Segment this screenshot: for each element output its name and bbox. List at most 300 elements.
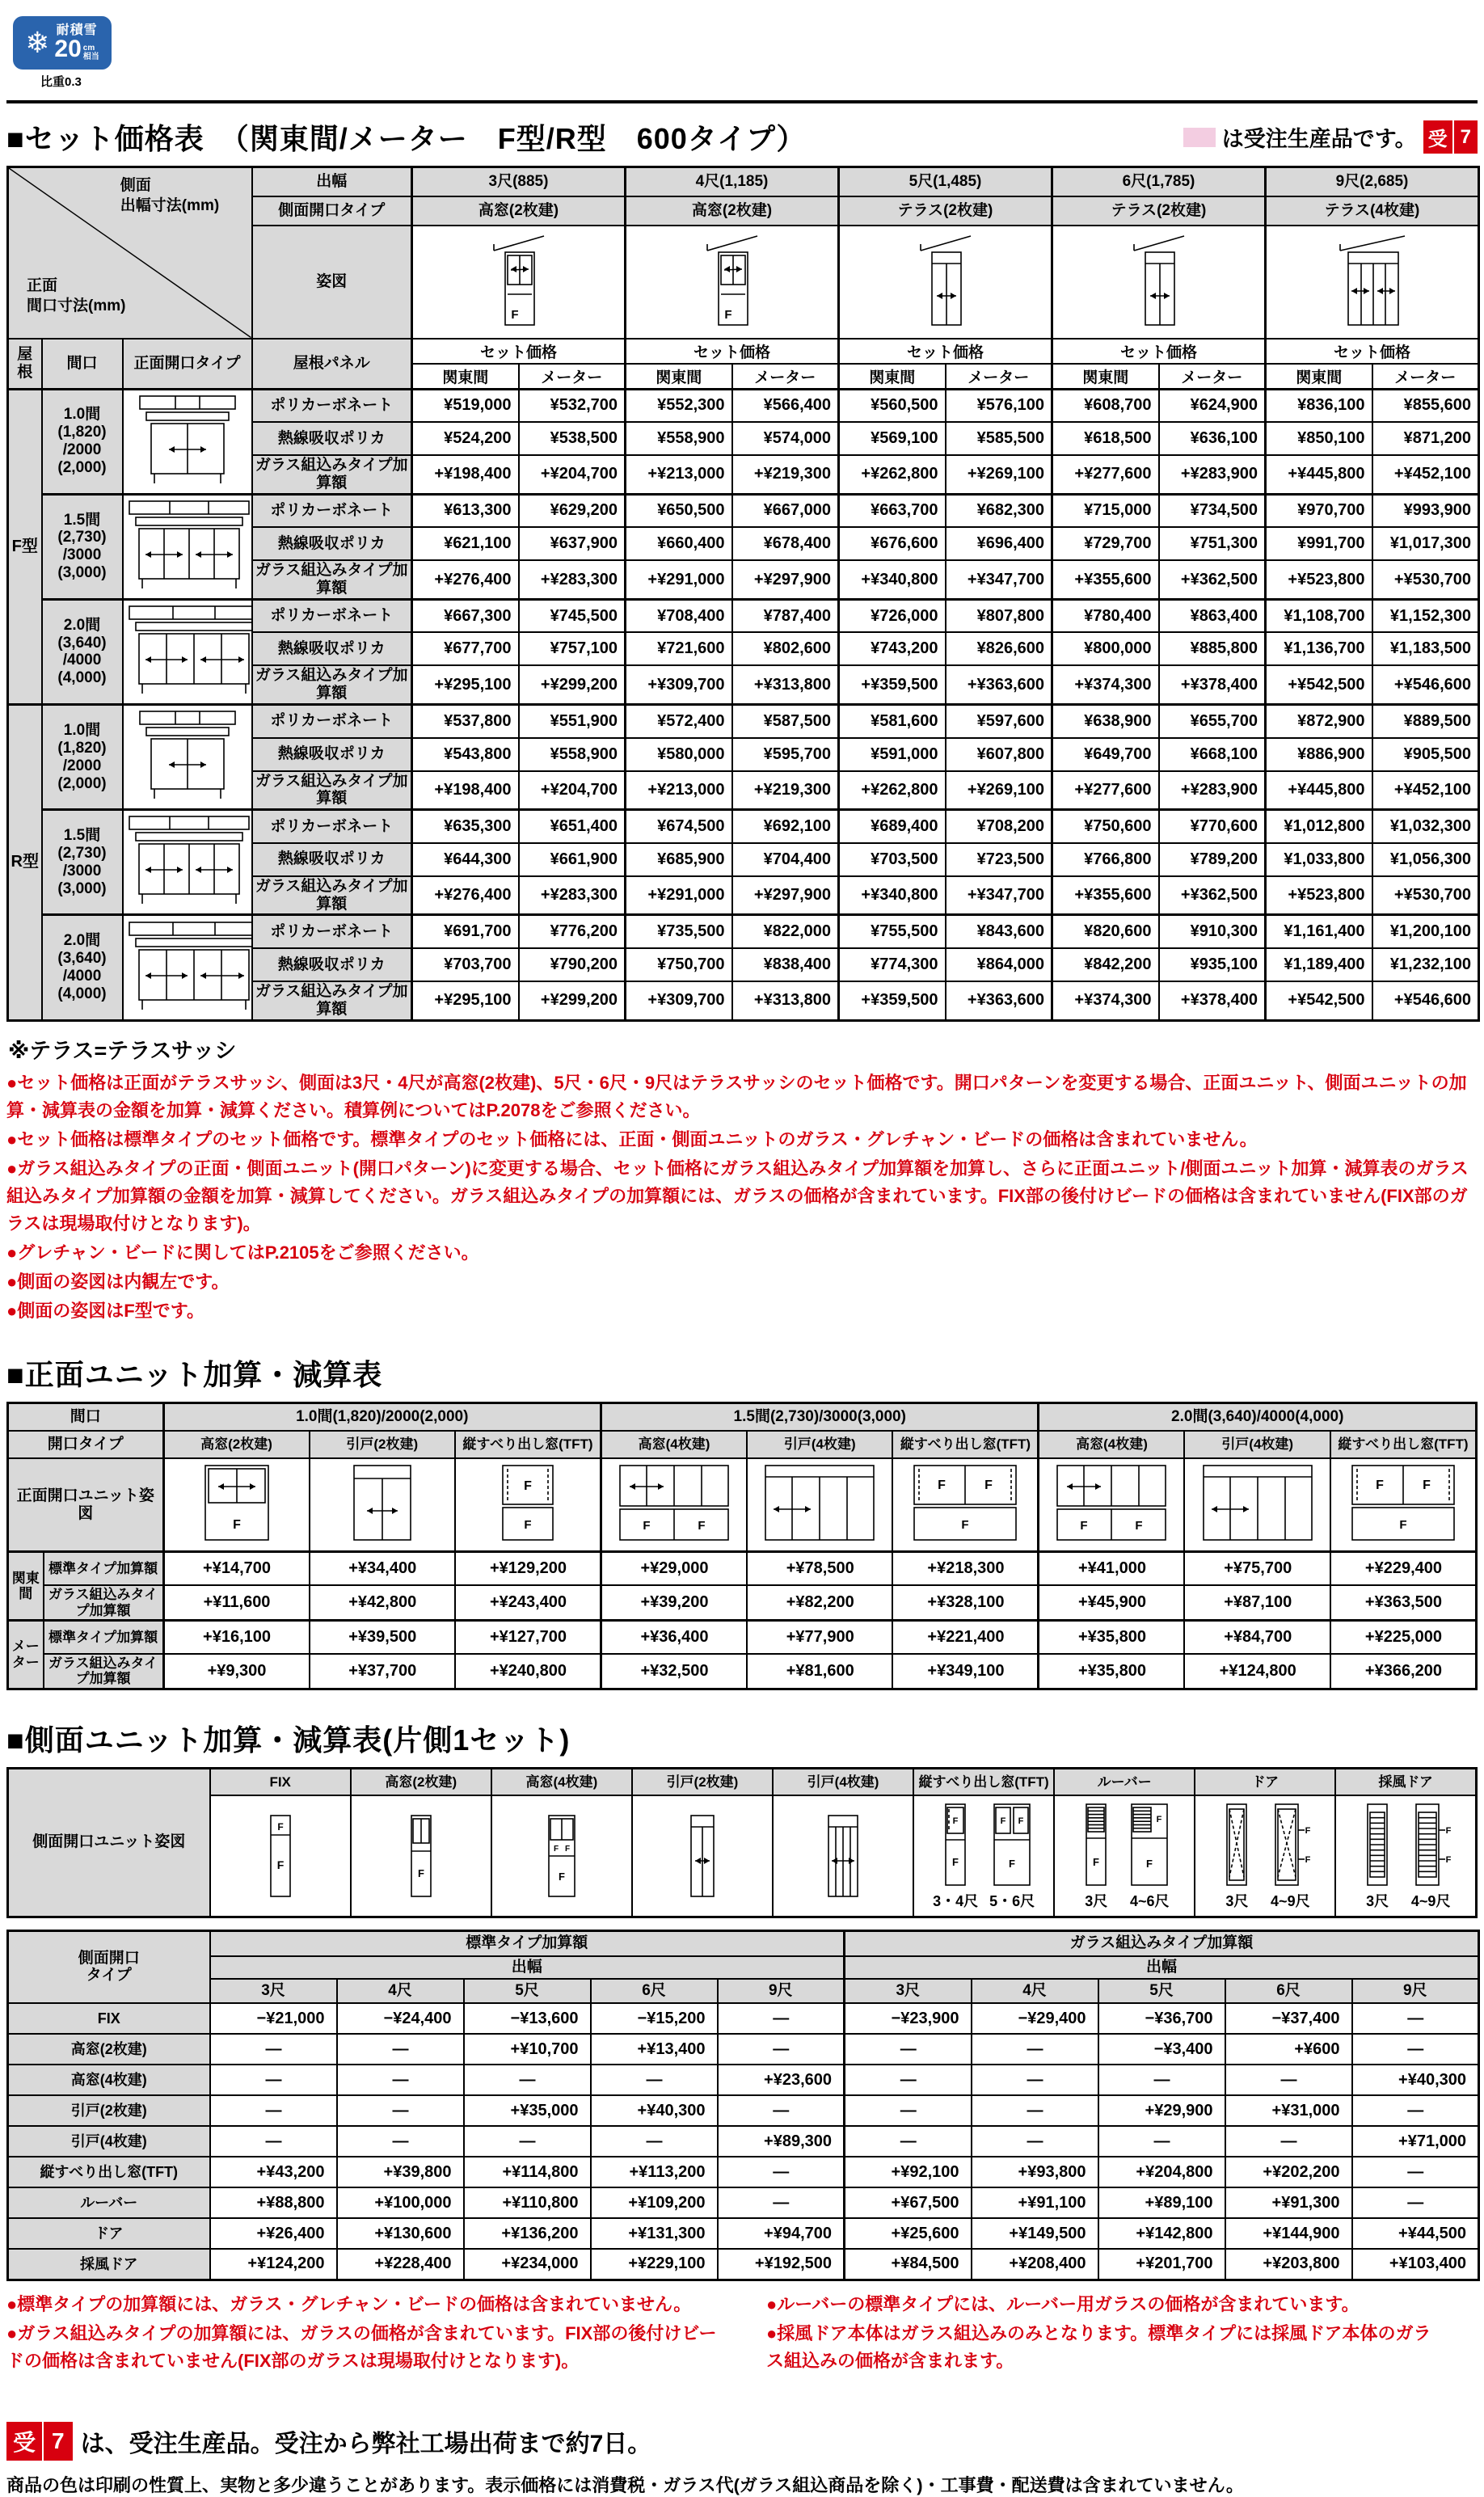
adjust-value-cell: +¥82,200	[747, 1585, 892, 1621]
set-price-label: セット価格	[1052, 339, 1266, 364]
price-cell: ¥1,032,300	[1372, 810, 1479, 843]
std-value-cell: −¥24,400	[337, 2003, 464, 2034]
side-type-row-label: FIX	[8, 2003, 210, 2034]
price-cell: +¥530,700	[1372, 560, 1479, 599]
price-cell: ¥729,700	[1052, 527, 1159, 560]
price-cell: ¥1,108,700	[1266, 599, 1372, 632]
price-cell: +¥213,000	[626, 455, 732, 494]
price-cell: ¥838,400	[732, 948, 839, 981]
price-cell: +¥530,700	[1372, 876, 1479, 915]
price-cell: ¥1,012,800	[1266, 810, 1372, 843]
price-cell: ¥842,200	[1052, 948, 1159, 981]
header-row	[8, 1956, 1479, 1979]
price-cell: ¥551,900	[519, 705, 626, 738]
price-cell: ¥629,200	[519, 494, 626, 527]
std-value-cell: —	[464, 2126, 591, 2157]
glass-value-cell: −¥29,400	[972, 2003, 1098, 2034]
figure-size-label: 3尺	[1085, 1892, 1108, 1909]
note-bullet: ●側面の姿図は内観左です。	[6, 1272, 230, 1293]
price-cell: ¥608,700	[1052, 389, 1159, 422]
side-price-table	[6, 1930, 1480, 2281]
std-value-cell: +¥100,000	[337, 2187, 464, 2218]
figure-drawing	[483, 1462, 572, 1543]
side-type-label: 側面開口タイプ	[252, 196, 412, 226]
price-cell: +¥262,800	[839, 771, 946, 810]
set-price-label: セット価格	[1266, 339, 1479, 364]
panel-type-label: ポリカーボネート	[252, 494, 412, 527]
figure-drawing	[124, 917, 252, 1014]
figure-pair	[1337, 1801, 1474, 1911]
figure-drawing	[542, 1812, 581, 1900]
price-cell: ¥871,200	[1372, 422, 1479, 455]
figure-pair	[493, 1812, 630, 1900]
adjust-value-cell: +¥32,500	[601, 1654, 747, 1689]
price-cell: ¥715,000	[1052, 494, 1159, 527]
side-open-figure-cell	[210, 1795, 351, 1917]
side-fig-tbody	[8, 1768, 1477, 1917]
front-unit-table	[6, 1402, 1478, 1689]
corner-cell	[8, 167, 252, 339]
figure-drawing	[133, 391, 242, 488]
glass-value-cell: —	[1098, 2126, 1225, 2157]
price-cell: ¥886,900	[1266, 738, 1372, 771]
price-cell: +¥283,900	[1159, 455, 1266, 494]
specific-gravity-note: 比重0.3	[40, 75, 82, 89]
svg-text:F: F	[984, 1478, 993, 1493]
price-cell: ¥843,600	[946, 915, 1052, 948]
top-badge-area	[6, 0, 1478, 99]
figure-row	[8, 1458, 1477, 1552]
price-cell: ¥576,100	[946, 389, 1052, 422]
price-cell: ¥723,500	[946, 843, 1052, 876]
adjust-value-cell: +¥243,400	[455, 1585, 601, 1621]
price-cell: ¥644,300	[412, 843, 519, 876]
open-type-header: 引戸(4枚建)	[1184, 1431, 1330, 1458]
glass-value-cell: +¥91,100	[972, 2187, 1098, 2218]
adjust-row-label: ガラス組込みタイプ加算額	[44, 1654, 163, 1689]
figure-unit	[542, 1812, 581, 1900]
glass-value-cell: +¥89,100	[1098, 2187, 1225, 2218]
price-cell: ¥885,800	[1159, 632, 1266, 665]
span-group-header: 2.0間(3,640)/4000(4,000)	[1039, 1403, 1477, 1431]
side-open-figure-cell	[1335, 1795, 1476, 1917]
price-cell: ¥826,600	[946, 632, 1052, 665]
svg-text:F: F	[952, 1816, 959, 1826]
price-cell: ¥655,700	[1159, 705, 1266, 738]
front-unit-figure-cell	[455, 1458, 601, 1552]
adjust-value-cell: +¥78,500	[747, 1552, 892, 1585]
price-cell: ¥692,100	[732, 810, 839, 843]
side-price-row	[8, 2095, 1479, 2126]
price-cell: +¥269,100	[946, 771, 1052, 810]
depth-header: 5尺(1,485)	[839, 167, 1052, 196]
price-cell: +¥355,600	[1052, 876, 1159, 915]
svg-text:F: F	[277, 1820, 284, 1833]
adjust-value-cell: +¥229,400	[1330, 1552, 1477, 1585]
width-header: 6尺	[1225, 1979, 1352, 2003]
panel-type-label: ガラス組込みタイプ加算額	[252, 455, 412, 494]
adjust-value-cell: +¥240,800	[455, 1654, 601, 1689]
price-cell: +¥542,500	[1266, 665, 1372, 704]
std-value-cell: +¥89,300	[718, 2126, 845, 2157]
figure-size-label: 4~9尺	[1271, 1892, 1310, 1909]
adjust-value-cell: +¥42,800	[310, 1585, 455, 1621]
price-cell: ¥651,400	[519, 810, 626, 843]
price-cell: ¥607,800	[946, 738, 1052, 771]
price-cell: ¥696,400	[946, 527, 1052, 560]
side-figure-cell	[839, 226, 1052, 339]
price-cell: +¥283,300	[519, 560, 626, 599]
glass-value-cell: +¥142,800	[1098, 2218, 1225, 2249]
span-cell: 1.5間 (2,730) /3000 (3,000)	[42, 494, 123, 599]
figure-unit	[933, 1801, 978, 1911]
price-cell: ¥674,500	[626, 810, 732, 843]
divider-rule	[6, 100, 1478, 103]
std-value-cell: −¥13,600	[464, 2003, 591, 2034]
glass-value-cell: +¥29,900	[1098, 2095, 1225, 2126]
snow-badge-unit: cm	[82, 44, 95, 53]
price-cell: ¥872,900	[1266, 705, 1372, 738]
note-bullet: ●グレチャン・ビードに関してはP.2105をご参照ください。	[6, 1242, 479, 1263]
price-cell: ¥734,500	[1159, 494, 1266, 527]
glass-addition-header: ガラス組込みタイプ加算額	[845, 1930, 1479, 1956]
panel-type-label: ポリカーボネート	[252, 705, 412, 738]
depth-label: 出幅	[845, 1956, 1479, 1979]
price-cell: +¥295,100	[412, 981, 519, 1020]
price-cell: +¥374,300	[1052, 665, 1159, 704]
svg-text:F: F	[1146, 1857, 1153, 1870]
side-price-row	[8, 2218, 1479, 2249]
price-cell: +¥283,900	[1159, 771, 1266, 810]
header-row	[8, 1768, 1477, 1795]
span-header-label: 間口	[8, 1403, 164, 1431]
price-cell: ¥624,900	[1159, 389, 1266, 422]
svg-text:F: F	[1093, 1855, 1100, 1868]
price-cell: ¥708,400	[626, 599, 732, 632]
order-badge-icon	[1423, 120, 1478, 154]
price-cell: ¥991,700	[1266, 527, 1372, 560]
price-cell: ¥766,800	[1052, 843, 1159, 876]
svg-text:F: F	[1423, 1478, 1431, 1493]
span-cell: 1.5間 (2,730) /3000 (3,000)	[42, 810, 123, 915]
price-cell: ¥726,000	[839, 599, 946, 632]
price-cell: ¥678,400	[732, 527, 839, 560]
price-cell: +¥291,000	[626, 560, 732, 599]
price-cell: ¥569,100	[839, 422, 946, 455]
price-row	[8, 599, 1479, 632]
note-bullet: ●セット価格は標準タイプのセット価格です。標準タイプのセット価格には、正面・側面ユニットのガラス・グレチャン・ビードの価格は含まれていません。	[6, 1128, 1258, 1149]
figure-unit	[402, 1812, 441, 1900]
glass-value-cell: +¥91,300	[1225, 2187, 1352, 2218]
roof-type-cell: R型	[8, 705, 42, 1021]
price-cell: ¥537,800	[412, 705, 519, 738]
side-type-row-label: 引戸(2枚建)	[8, 2095, 210, 2126]
svg-text:F: F	[952, 1855, 959, 1868]
adjust-value-cell: +¥34,400	[310, 1552, 455, 1585]
price-cell: +¥204,700	[519, 455, 626, 494]
snow-badge-unit2: 相当	[82, 52, 99, 61]
adjust-value-cell: +¥37,700	[310, 1654, 455, 1689]
price-cell: ¥591,000	[839, 738, 946, 771]
std-value-cell: +¥136,200	[464, 2218, 591, 2249]
adjust-value-cell: +¥349,100	[892, 1654, 1039, 1689]
figure-pair	[1196, 1801, 1334, 1911]
glass-value-cell: —	[1352, 2187, 1479, 2218]
adjust-value-cell: +¥45,900	[1039, 1585, 1184, 1621]
glass-value-cell: —	[845, 2126, 972, 2157]
glass-value-cell: −¥23,900	[845, 2003, 972, 2034]
span-group-header: 1.0間(1,820)/2000(2,000)	[163, 1403, 601, 1431]
glass-value-cell: —	[845, 2034, 972, 2065]
price-cell: ¥1,056,300	[1372, 843, 1479, 876]
glass-value-cell: —	[1225, 2126, 1352, 2157]
figure-unit	[1217, 1801, 1256, 1911]
price-cell: +¥546,600	[1372, 665, 1479, 704]
module-group-label: メーター	[8, 1621, 44, 1689]
adjust-value-cell: +¥77,900	[747, 1621, 892, 1654]
front-figure-cell	[123, 705, 252, 810]
adjust-value-cell: +¥221,400	[892, 1621, 1039, 1654]
glass-value-cell: —	[972, 2126, 1098, 2157]
price-row	[8, 705, 1479, 738]
price-cell: ¥1,017,300	[1372, 527, 1479, 560]
note-bullet: ●ガラス組込みタイプの正面・側面ユニット(開口パターン)に変更する場合、セット価格にガラス組込みタイプ加算額を加算し、さらに正面ユニット/側面ユニット加算・減算表のガラス組込みタイプ加算額の金額を加算・減算してください。ガラス組込みタイプの加算額には、ガラスの価格が含まれています。FIX部の後付けビードの価格は含まれていません(FIX部のガラスは現場取付けとなります)。	[6, 1158, 1469, 1234]
figure-size-label: 3尺	[1366, 1892, 1389, 1909]
glass-value-cell: +¥103,400	[1352, 2249, 1479, 2280]
price-cell: ¥618,500	[1052, 422, 1159, 455]
section3-title: ■側面ユニット加算・減算表(片側1セット)	[6, 1723, 571, 1757]
price-cell: +¥299,200	[519, 665, 626, 704]
panel-type-label: 熱線吸収ポリカ	[252, 527, 412, 560]
corner-front-label: 正面 間口寸法(mm)	[27, 277, 126, 314]
price-cell: ¥621,100	[412, 527, 519, 560]
price-cell: ¥668,100	[1159, 738, 1266, 771]
price-cell: +¥276,400	[412, 876, 519, 915]
price-cell: ¥751,300	[1159, 527, 1266, 560]
std-value-cell: +¥94,700	[718, 2218, 845, 2249]
price-cell: +¥378,400	[1159, 665, 1266, 704]
std-value-cell: —	[337, 2095, 464, 2126]
glass-value-cell: +¥40,300	[1352, 2065, 1479, 2095]
set-price-table-container	[6, 166, 1478, 1022]
panel-type-label: ガラス組込みタイプ加算額	[252, 876, 412, 915]
adjust-value-cell: +¥225,000	[1330, 1621, 1477, 1654]
price-cell: ¥1,200,100	[1372, 915, 1479, 948]
panel-type-label: 熱線吸収ポリカ	[252, 632, 412, 665]
side-type-header: テラス(2枚建)	[1052, 196, 1266, 226]
price-cell: ¥905,500	[1372, 738, 1479, 771]
side-type-row-label: 高窓(4枚建)	[8, 2065, 210, 2095]
front-figure-cell	[123, 915, 252, 1020]
roof-column-label: 屋根	[8, 339, 42, 390]
depth-header: 9尺(2,685)	[1266, 167, 1479, 196]
price-cell: ¥572,400	[626, 705, 732, 738]
price-cell: ¥820,600	[1052, 915, 1159, 948]
adjust-value-cell: +¥16,100	[163, 1621, 309, 1654]
side-figure-cell	[1052, 226, 1266, 339]
glass-value-cell: —	[972, 2095, 1098, 2126]
front-unit-figure-cell	[1330, 1458, 1477, 1552]
svg-text:F: F	[698, 1519, 706, 1533]
figure-pair	[212, 1812, 349, 1900]
price-cell: +¥445,800	[1266, 455, 1372, 494]
side-type-header: テラス(4枚建)	[1266, 196, 1479, 226]
price-cell: ¥566,400	[732, 389, 839, 422]
panel-type-label: ガラス組込みタイプ加算額	[252, 981, 412, 1020]
price-cell: ¥750,600	[1052, 810, 1159, 843]
price-cell: ¥755,500	[839, 915, 946, 948]
price-cell: ¥721,600	[626, 632, 732, 665]
glass-value-cell: +¥201,700	[1098, 2249, 1225, 2280]
side-price-row	[8, 2003, 1479, 2034]
snow-load-badge	[13, 16, 112, 70]
section2-title: ■正面ユニット加算・減算表	[6, 1358, 383, 1392]
std-value-cell: —	[210, 2126, 337, 2157]
svg-text:F: F	[1445, 1854, 1452, 1865]
depth-header: 4尺(1,185)	[626, 167, 839, 196]
side-type-row-label: 縦すべり出し窓(TFT)	[8, 2157, 210, 2187]
footer-lead-time: は、受注生産品。受注から弊社工場出荷まで約7日。	[80, 2430, 652, 2457]
adjust-value-cell: +¥129,200	[455, 1552, 601, 1585]
side-price-row	[8, 2187, 1479, 2218]
price-cell: ¥864,000	[946, 948, 1052, 981]
price-cell: +¥542,500	[1266, 981, 1372, 1020]
glass-value-cell: +¥202,200	[1225, 2157, 1352, 2187]
width-header: 3尺	[845, 1979, 972, 2003]
header-row	[8, 1431, 1477, 1458]
price-cell: +¥204,700	[519, 771, 626, 810]
side-figure-cell	[626, 226, 839, 339]
price-cell: ¥685,900	[626, 843, 732, 876]
price-cell: +¥362,500	[1159, 876, 1266, 915]
price-cell: +¥297,900	[732, 876, 839, 915]
side-type-row-label: ルーバー	[8, 2187, 210, 2218]
side-price-row	[8, 2065, 1479, 2095]
price-cell: +¥277,600	[1052, 771, 1159, 810]
side-type-row-label: 引戸(4枚建)	[8, 2126, 210, 2157]
roof-type-cell: F型	[8, 389, 42, 705]
price-cell: ¥774,300	[839, 948, 946, 981]
price-cell: ¥1,189,400	[1266, 948, 1372, 981]
std-value-cell: +¥43,200	[210, 2157, 337, 2187]
adjust-value-cell: +¥124,800	[1184, 1654, 1330, 1689]
front-unit-figure-cell	[163, 1458, 309, 1552]
price-cell: +¥347,700	[946, 876, 1052, 915]
price-cell: +¥340,800	[839, 876, 946, 915]
snow-badge-title: 耐積雪	[56, 23, 98, 37]
open-type-header: 高窓(2枚建)	[163, 1431, 309, 1458]
price-cell: +¥277,600	[1052, 455, 1159, 494]
depth-label: 出幅	[210, 1956, 845, 1979]
std-value-cell: +¥26,400	[210, 2218, 337, 2249]
adjust-row	[8, 1654, 1477, 1689]
std-value-cell: +¥130,600	[337, 2218, 464, 2249]
section1-header	[6, 116, 1478, 158]
side-open-figure-cell	[1054, 1795, 1195, 1917]
price-cell: +¥299,200	[519, 981, 626, 1020]
footer-disclaimer: 商品の色は印刷の性質上、実物と多少違うことがあります。表示価格には消費税・ガラス代(ガラス組込商品を除く)・工事費・配送費は含まれていません。	[6, 2474, 1244, 2495]
adjust-value-cell: +¥363,500	[1330, 1585, 1477, 1621]
front-figure-cell	[123, 810, 252, 915]
figure-label: 姿図	[252, 226, 412, 339]
price-cell: ¥735,500	[626, 915, 732, 948]
price-cell: +¥363,600	[946, 665, 1052, 704]
width-header: 9尺	[1352, 1979, 1479, 2003]
svg-text:F: F	[1305, 1854, 1311, 1865]
price-cell: +¥219,300	[732, 455, 839, 494]
glass-value-cell: +¥71,000	[1352, 2126, 1479, 2157]
note-bullet: ●標準タイプの加算額には、ガラス・グレチャン・ビードの価格は含まれていません。	[6, 2293, 692, 2314]
side-open-figure-cell	[351, 1795, 491, 1917]
price-cell: +¥313,800	[732, 665, 839, 704]
price-cell: +¥291,000	[626, 876, 732, 915]
adjust-row-label: 標準タイプ加算額	[44, 1552, 163, 1585]
open-type-header: 縦すべり出し窓(TFT)	[1330, 1431, 1477, 1458]
glass-value-cell: +¥204,800	[1098, 2157, 1225, 2187]
open-type-header: 引戸(4枚建)	[747, 1431, 892, 1458]
note-bullet: ●ガラス組込みタイプの加算額には、ガラスの価格が含まれています。FIX部の後付けビードの価格は含まれていません(FIX部のガラスは現場取付けとなります)。	[6, 2322, 717, 2371]
side-open-figure-cell	[913, 1795, 1054, 1917]
glass-value-cell: —	[1225, 2065, 1352, 2095]
kanto-header: 関東間	[839, 364, 946, 390]
adjust-row	[8, 1552, 1477, 1585]
price-cell: ¥552,300	[626, 389, 732, 422]
figure-drawing	[124, 601, 252, 698]
front-unit-figure-cell	[310, 1458, 455, 1552]
price-cell: ¥543,800	[412, 738, 519, 771]
price-cell: +¥276,400	[412, 560, 519, 599]
price-cell: ¥676,600	[839, 527, 946, 560]
price-cell: ¥800,000	[1052, 632, 1159, 665]
price-cell: ¥787,400	[732, 599, 839, 632]
glass-value-cell: +¥67,500	[845, 2187, 972, 2218]
glass-value-cell: —	[845, 2095, 972, 2126]
price-cell: ¥802,600	[732, 632, 839, 665]
figure-drawing	[133, 706, 242, 804]
header-row	[8, 1979, 1479, 2003]
std-value-cell: +¥39,800	[337, 2157, 464, 2187]
price-cell: ¥635,300	[412, 810, 519, 843]
figure-drawing	[683, 1812, 722, 1900]
order-badge-left: 受	[1427, 129, 1448, 150]
side-open-type-header: ルーバー	[1054, 1768, 1195, 1795]
front-figure-label: 正面開口ユニット姿図	[8, 1458, 164, 1552]
svg-text:F: F	[961, 1518, 970, 1533]
price-cell: +¥309,700	[626, 665, 732, 704]
panel-type-label: ポリカーボネート	[252, 389, 412, 422]
price-cell: ¥1,136,700	[1266, 632, 1372, 665]
front-unit-figure-cell	[1184, 1458, 1330, 1552]
price-cell: +¥452,100	[1372, 771, 1479, 810]
price-cell: ¥524,200	[412, 422, 519, 455]
std-value-cell: —	[718, 2187, 845, 2218]
open-type-header: 縦すべり出し窓(TFT)	[892, 1431, 1039, 1458]
front-type-column-label: 正面開口タイプ	[123, 339, 252, 390]
figure-drawing	[1129, 230, 1189, 330]
figure-pair	[915, 1801, 1052, 1911]
depth-header: 6尺(1,785)	[1052, 167, 1266, 196]
svg-text:F: F	[524, 1518, 532, 1533]
figure-drawing	[759, 1462, 880, 1543]
svg-text:F: F	[643, 1519, 651, 1533]
std-value-cell: —	[210, 2095, 337, 2126]
price-row	[8, 494, 1479, 527]
figure-unit	[1267, 1801, 1313, 1911]
svg-text:F: F	[1399, 1518, 1407, 1533]
set-table-notes	[6, 1069, 1478, 1326]
price-cell: ¥776,200	[519, 915, 626, 948]
std-value-cell: —	[718, 2003, 845, 2034]
